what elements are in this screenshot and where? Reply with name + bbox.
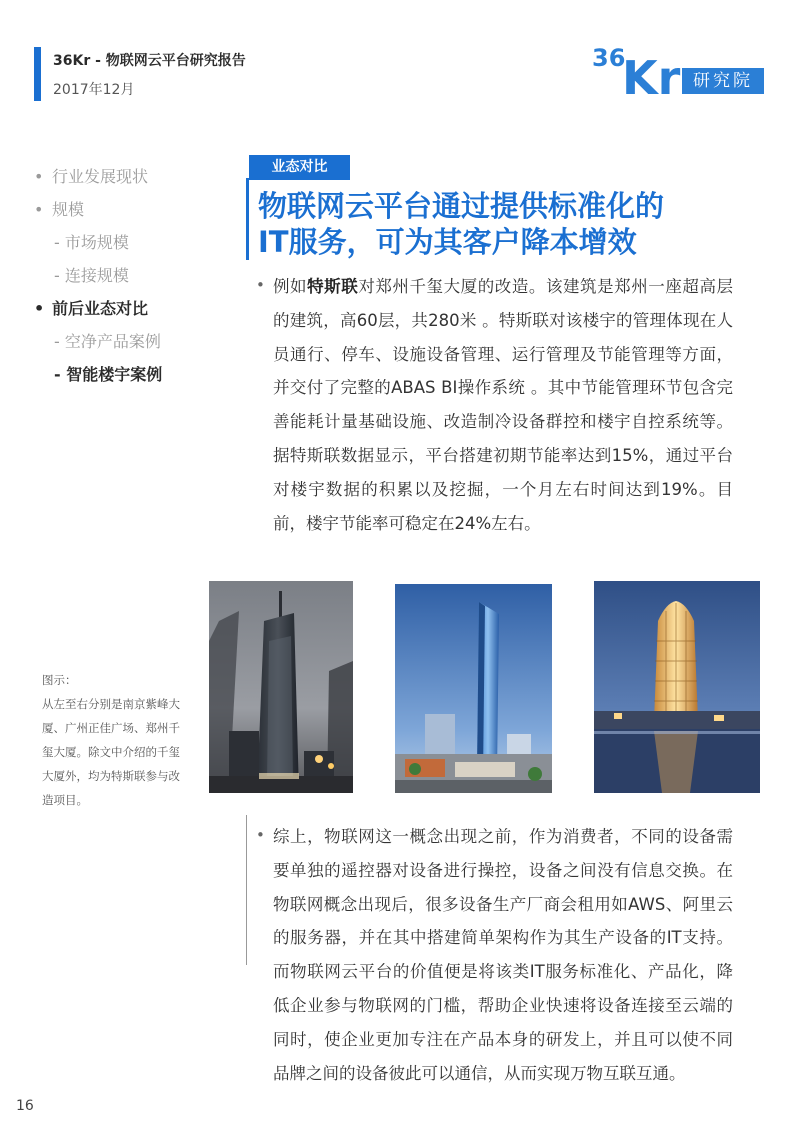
figure-caption: [42, 668, 187, 812]
paragraph-tesilian-case: 例如特斯联对郑州千玺大厦的改造。该建筑是郑州一座超高层的建筑，高60层，共280米 。特斯联对该楼宇的管理体现在人员通行、停车、设施设备管理、运行管理及节能管理等方面，并交付了完整的ABAS BI操作系统 。其中节能管理环节包含完善能耗计量基础设施、改造制冷设备群控和楼宇自控系统等。据特斯联数据显示，平台搭建初期节能率达到15%，通过平台对楼宇数据的积累以及挖掘，一个月左右时间达到19%。目前，楼宇节能率可稳定在24%左右。: [273, 277, 734, 533]
company-highlight: 特斯联: [307, 277, 359, 296]
report-title: 36Kr - 物联网云平台研究报告: [53, 53, 246, 69]
paragraph-summary: 综上，物联网这一概念出现之前，作为消费者，不同的设备需要单独的遥控器对设备进行操控，设备之间没有信息交换。在物联网概念出现后，很多设备生产厂商会租用如AWS、阿里云的服务器，并在其中搭建简单架构作为其生产设备的IT支持。而物联网云平台的价值便是将该类IT服务标准化、产品化，降低企业参与物联网的门槛，帮助企业快速将设备连接至云端的同时，使企业更加专注在产品本身的研发上，并且可以使不同品牌之间的设备彼此可以通信，从而实现万物互联互通。: [273, 827, 733, 1083]
photo-zhengzhou-qianxi-tower: [594, 581, 760, 793]
page-title-line-1: 物联网云平台通过提供标准化的: [258, 189, 665, 223]
section-category-tag: 业态对比: [249, 155, 350, 180]
divider-line: [246, 815, 247, 965]
report-date: 2017年12月: [53, 82, 135, 98]
nav-item-industry-status[interactable]: • 行业发展现状: [34, 167, 149, 186]
nav-item-market-scale[interactable]: - 市场规模: [54, 233, 129, 252]
sidebar-nav: [32, 166, 222, 397]
page-number: 16: [16, 1098, 34, 1114]
bullet-icon: •: [256, 826, 265, 844]
photo-guangzhou-zhengjia-plaza: [395, 584, 552, 793]
page-title: [258, 188, 758, 260]
page-title-line-2: IT服务，可为其客户降本增效: [258, 225, 637, 259]
section-accent-line: [246, 178, 249, 260]
nav-item-connection-scale[interactable]: - 连接规模: [54, 266, 129, 285]
nav-item-air-purifier-case[interactable]: - 空净产品案例: [54, 332, 161, 351]
nav-item-scale[interactable]: • 规模: [34, 200, 85, 219]
bullet-icon: •: [256, 276, 265, 294]
caption-text: 从左至右分别是南京紫峰大厦、广州正佳广场、郑州千玺大厦。除文中介绍的千玺大厦外，均为特斯联参与改造项目。: [42, 697, 180, 807]
nav-item-business-comparison[interactable]: • 前后业态对比: [34, 299, 149, 318]
logo-research-label: 研究院: [682, 68, 764, 94]
caption-label: 图示：: [42, 673, 77, 687]
36kr-research-logo: [592, 44, 768, 100]
photo-nanjing-zifeng-tower: [209, 581, 353, 793]
svg-text:36: 36: [592, 44, 626, 72]
header-accent-bar: [34, 47, 41, 101]
svg-text:Kr: Kr: [622, 51, 681, 100]
nav-item-smart-building-case[interactable]: - 智能楼宇案例: [54, 365, 163, 384]
